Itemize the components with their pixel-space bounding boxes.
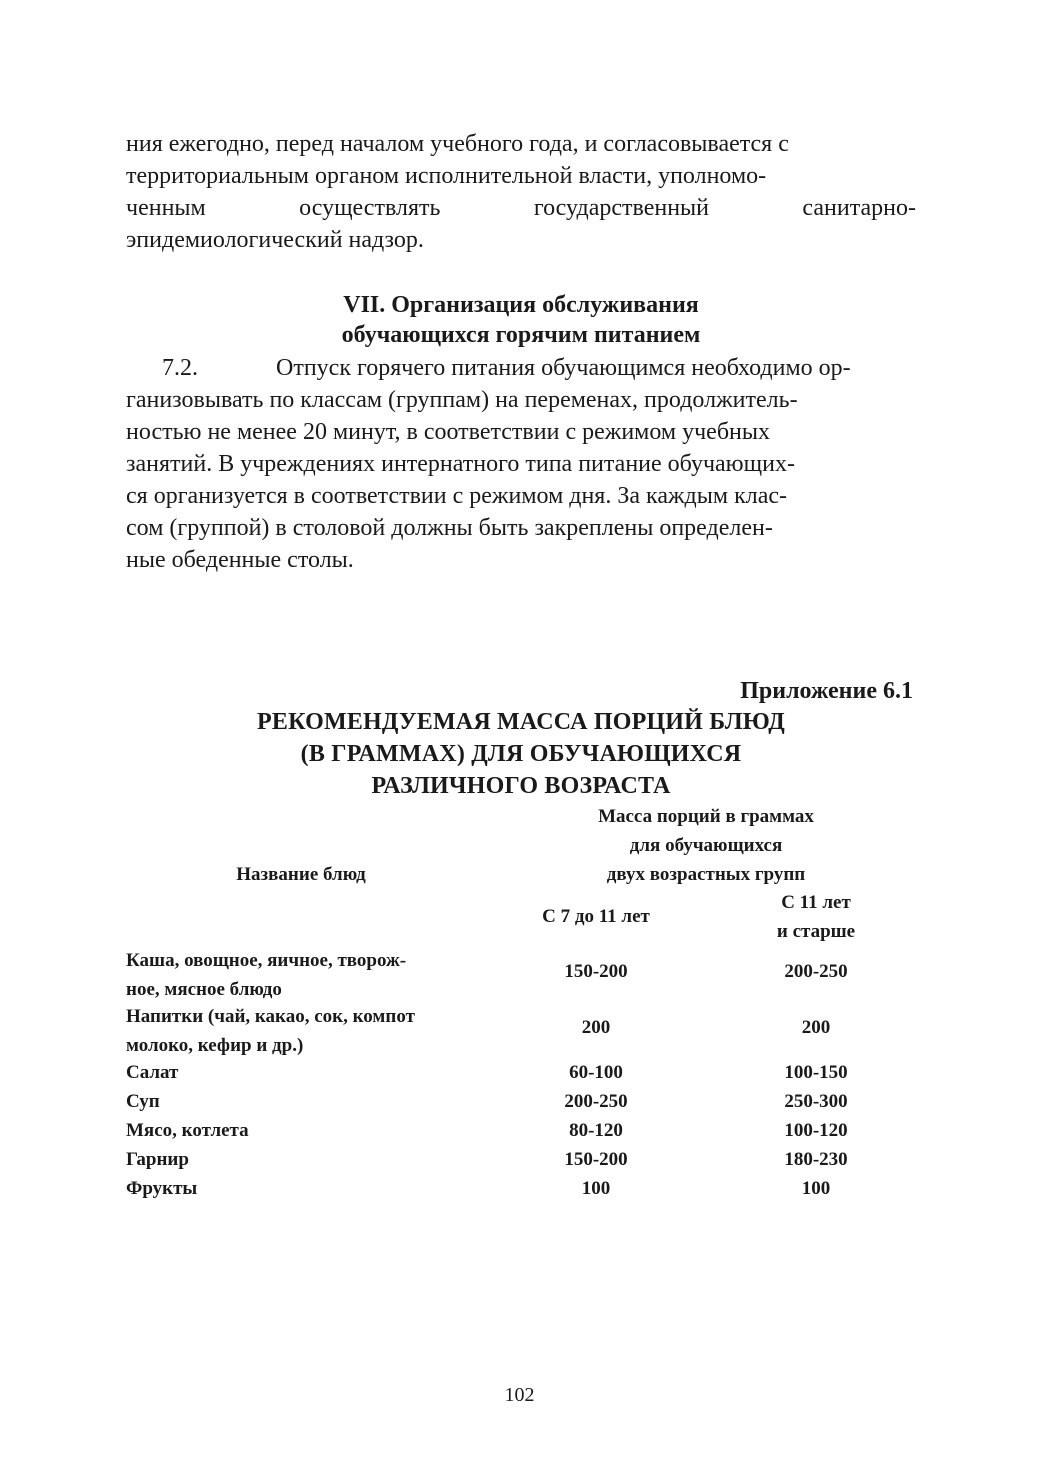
portion-7-11: 60-100 (569, 1062, 623, 1083)
dish-name: Мясо, котлета (126, 1120, 249, 1141)
word: санитарно- (802, 195, 916, 221)
appendix-label: Приложение 6.1 (740, 678, 913, 704)
appendix-title-line: РАЗЛИЧНОГО ВОЗРАСТА (371, 773, 671, 799)
header-group-line: двух возрастных групп (606, 864, 806, 885)
dish-name: Суп (126, 1091, 160, 1112)
table-row (126, 1174, 916, 1203)
first-line-text: Отпуск горячего питания обучающимся необходимо ор- (276, 355, 851, 381)
appendix-title (126, 706, 916, 802)
header-col2-line: и старше (776, 921, 856, 942)
word: осуществлять (299, 195, 441, 221)
first-line (126, 352, 916, 384)
dish-name (126, 946, 476, 1004)
appendix-title-line: (В ГРАММАХ) ДЛЯ ОБУЧАЮЩИХСЯ (300, 741, 742, 767)
appendix-title-line: РЕКОМЕНДУЕМАЯ МАССА ПОРЦИЙ БЛЮД (257, 709, 785, 735)
table-header-name: Название блюд (236, 864, 366, 885)
paragraph-7-2 (126, 352, 916, 576)
text-line: ганизовывать по классам (группам) на переменах, продолжитель- (126, 387, 798, 413)
portion-7-11: 150-200 (564, 961, 628, 982)
portion-11-plus: 250-300 (784, 1091, 848, 1112)
portion-7-11: 80-120 (569, 1120, 623, 1141)
text-line: ся организуется в соответствии с режимом дня. За каждым клас- (126, 483, 788, 509)
text-line: сом (группой) в столовой должны быть закреплены определен- (126, 515, 773, 541)
header-group-line: для обучающихся (629, 835, 783, 856)
dish-name-line: ное, мясное блюдо (126, 979, 282, 1000)
word: государственный (533, 195, 709, 221)
dish-name (126, 1002, 476, 1060)
text-line: ные обеденные столы. (126, 547, 354, 573)
dish-name: Фрукты (126, 1178, 198, 1199)
text-line: занятий. В учреждениях интернатного типа питание обучающих- (126, 451, 795, 477)
portion-7-11: 100 (581, 1178, 611, 1199)
paragraph-number: 7.2. (162, 355, 198, 381)
portion-11-plus: 100-120 (784, 1120, 848, 1141)
portion-11-plus: 200-250 (784, 961, 848, 982)
table-row (126, 1058, 916, 1087)
table-header-group (526, 802, 886, 889)
table-row (126, 1116, 916, 1145)
table-row (126, 946, 916, 1004)
table-row (126, 1145, 916, 1174)
top-paragraph (126, 128, 916, 256)
portion-11-plus: 100-150 (784, 1062, 848, 1083)
table-header-col2 (746, 888, 886, 946)
dish-name-line: Напитки (чай, какао, сок, компот (126, 1006, 415, 1027)
table-row (126, 1002, 916, 1060)
word: ченным (126, 195, 206, 221)
text-line: ния ежегодно, перед началом учебного года, и согласовывается с (126, 131, 789, 157)
dish-name: Салат (126, 1062, 179, 1083)
page-number: 102 (504, 1384, 535, 1406)
portion-7-11: 150-200 (564, 1149, 628, 1170)
text-line: эпидемиологический надзор. (126, 227, 424, 253)
portion-7-11: 200-250 (564, 1091, 628, 1112)
text-line: ностью не менее 20 минут, в соответствии с режимом учебных (126, 419, 770, 445)
dish-name-line: молоко, кефир и др.) (126, 1035, 304, 1056)
portion-11-plus: 100 (801, 1178, 831, 1199)
portion-7-11: 200 (581, 1017, 611, 1038)
text-line: территориальным органом исполнительной власти, уполномо- (126, 163, 767, 189)
section-heading-line: обучающихся горячим питанием (341, 322, 701, 348)
portion-11-plus: 200 (801, 1017, 831, 1038)
table-header-col1: С 7 до 11 лет (542, 906, 650, 927)
dish-name: Гарнир (126, 1149, 189, 1170)
header-col2-line: С 11 лет (781, 892, 851, 913)
section-heading (126, 290, 916, 350)
header-group-line: Масса порций в граммах (598, 806, 814, 827)
dish-name-line: Каша, овощное, яичное, творож- (126, 950, 407, 971)
table-row (126, 1087, 916, 1116)
section-heading-line: VII. Организация обслуживания (343, 292, 699, 318)
portion-11-plus: 180-230 (784, 1149, 848, 1170)
justified-text-line (126, 192, 916, 224)
